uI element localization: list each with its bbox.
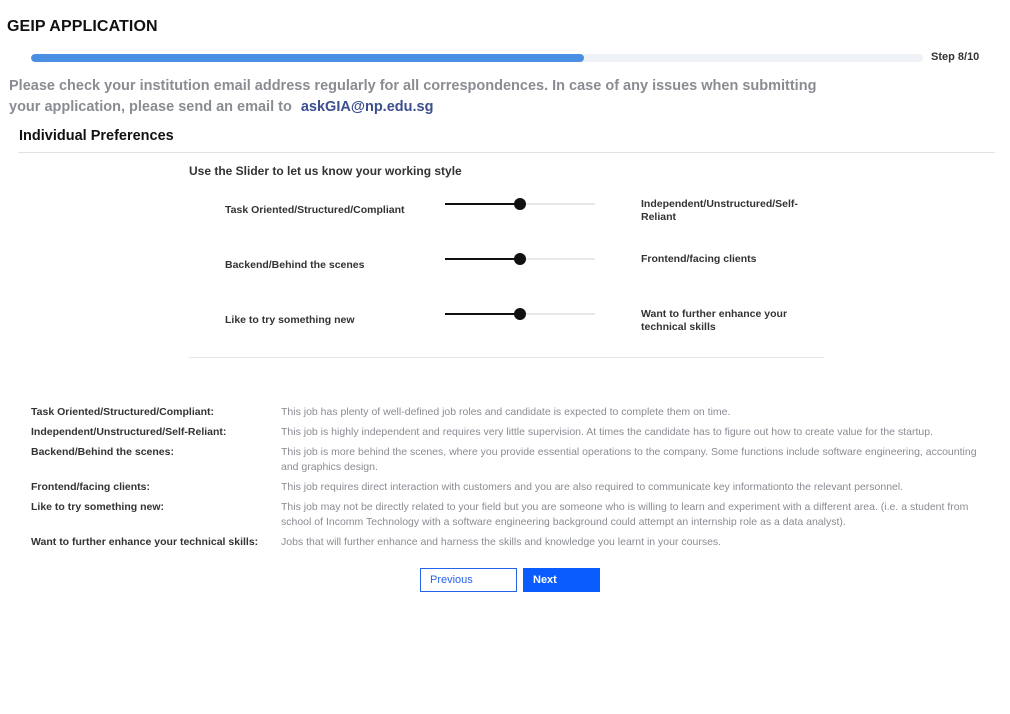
definition-description: This job has plenty of well-defined job roles and candidate is expected to complete them on time. [281,406,731,418]
slider-fill [445,258,520,260]
definition-description: This job is more behind the scenes, where you provide essential operations to the company. Some functions include software engineering, accounting and graphics design. [281,446,977,473]
slider-instructions: Use the Slider to let us know your working style [189,164,462,178]
definition-term: Frontend/facing clients: [31,481,151,493]
definition-term: Like to try something new: [31,501,165,513]
section-divider [18,152,995,153]
slider-right-label: Want to further enhance your technical skills [641,308,788,333]
next-button[interactable]: Next [523,568,600,592]
slider-row-new-enhance [225,307,825,347]
definitions-list [31,405,996,555]
definition-description: Jobs that will further enhance and harness the skills and knowledge you learnt in your courses. [281,536,722,548]
progress-bar [31,54,923,62]
definition-term: Independent/Unstructured/Self-Reliant: [31,426,227,438]
slider-fill [445,203,520,205]
definition-row [31,405,996,420]
email-notice [9,76,829,118]
definition-row [31,500,996,530]
definition-row [31,425,996,440]
slider-left-label: Like to try something new [225,314,355,326]
progress-bar-fill [31,54,584,62]
definition-description: This job requires direct interaction with customers and you are also required to communicate key informationto the relevant personnel. [281,481,904,493]
slider-thumb[interactable] [514,308,526,320]
slider-thumb[interactable] [514,253,526,265]
definition-term: Backend/Behind the scenes: [31,446,174,458]
slider-thumb[interactable] [514,198,526,210]
slider-row-backend-frontend [225,252,825,292]
section-title: Individual Preferences [19,128,174,144]
slider-task-independent[interactable] [445,203,595,205]
previous-button[interactable]: Previous [420,568,517,592]
slider-section-divider [189,357,824,358]
slider-right-label: Frontend/facing clients [641,253,757,265]
definition-description: This job may not be directly related to your field but you are someone who is willing to learn and experiment with a different area. (i.e. a student from school of Incomm Technology with a software engineering background could attempt an internship role as a data analyst). [281,501,969,528]
slider-fill [445,313,520,315]
support-email-link[interactable]: askGIA@np.edu.sg [300,99,434,115]
definition-term: Want to further enhance your technical skills: [31,536,259,548]
step-indicator: Step 8/10 [931,51,980,63]
definition-row [31,535,996,550]
definition-description: This job is highly independent and requires very little supervision. At times the candidate has to figure out how to create value for the startup. [281,426,933,438]
definition-term: Task Oriented/Structured/Compliant: [31,406,214,418]
slider-left-label: Backend/Behind the scenes [225,259,365,271]
slider-new-enhance[interactable] [445,313,595,315]
slider-backend-frontend[interactable] [445,258,595,260]
definition-row [31,445,996,475]
app-title: GEIP APPLICATION [7,18,158,35]
slider-row-task-independent [225,197,825,237]
definition-row [31,480,996,495]
slider-left-label: Task Oriented/Structured/Compliant [225,204,405,216]
email-notice-text: Please check your institution email address regularly for all correspondences. In case of any issues when submitting your application, please send an email to [9,78,817,115]
slider-right-label: Independent/Unstructured/Self-Reliant [641,198,798,223]
